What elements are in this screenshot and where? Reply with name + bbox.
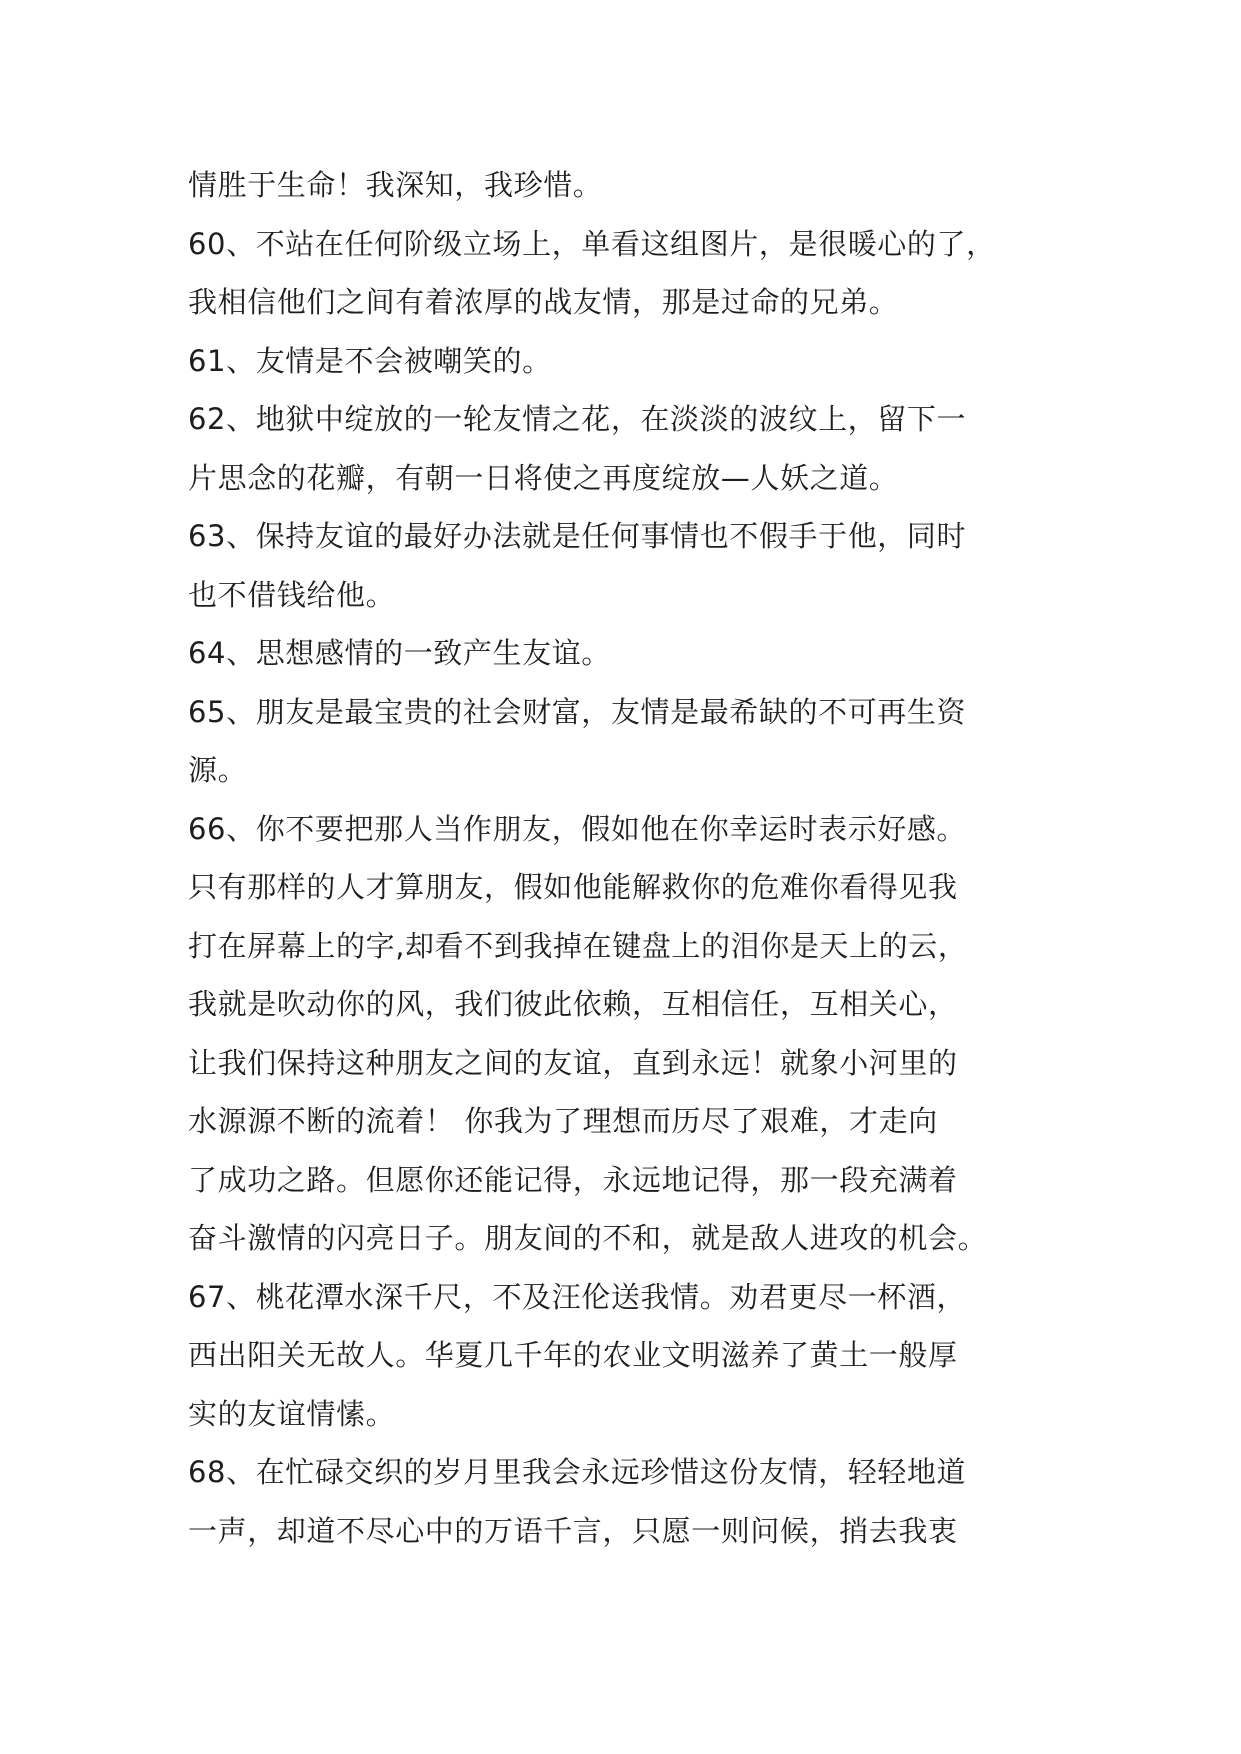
text-line: 了成功之路。但愿你还能记得，永远地记得，那一段充满着	[188, 1162, 958, 1197]
text-line: 62、地狱中绽放的一轮友情之花，在淡淡的波纹上，留下一	[188, 402, 967, 436]
text-line: 情胜于生命！我深知，我珍惜。	[188, 168, 603, 202]
text-line: 一声，却道不尽心中的万语千言，只愿一则问候，捎去我衷	[188, 1513, 958, 1548]
text-line: 源。	[188, 753, 248, 787]
text-line: 片思念的花瓣，有朝一日将使之再度绽放—人妖之道。	[188, 460, 899, 495]
text-line: 61、友情是不会被嘲笑的。	[188, 343, 552, 378]
text-line: 实的友谊情愫。	[188, 1396, 396, 1431]
text-line: 让我们保持这种朋友之间的友谊，直到永远！就象小河里的	[188, 1045, 958, 1080]
text-line: 68、在忙碌交织的岁月里我会永远珍惜这份友情，轻轻地道	[188, 1455, 967, 1489]
text-line: 西出阳关无故人。华夏几千年的农业文明滋养了黄土一般厚	[188, 1338, 958, 1372]
text-line: 奋斗激情的闪亮日子。朋友间的不和，就是敌人进攻的机会。	[188, 1221, 988, 1255]
text-line: 67、桃花潭水深千尺，不及汪伦送我情。劝君更尽一杯酒，	[188, 1279, 967, 1314]
text-line: 63、保持友谊的最好办法就是任何事情也不假手于他，同时	[188, 519, 967, 553]
text-line: 60、不站在任何阶级立场上，单看这组图片，是很暖心的了，	[188, 226, 996, 261]
text-line: 65、朋友是最宝贵的社会财富，友情是最希缺的不可再生资	[188, 694, 967, 729]
text-line: 打在屏幕上的字,却看不到我掉在键盘上的泪你是天上的云，	[188, 928, 968, 963]
text-line: 水源源不断的流着！ 你我为了理想而历尽了艰难，才走向	[188, 1104, 938, 1138]
text-line: 也不借钱给他。	[188, 577, 396, 612]
text-line: 64、思想感情的一致产生友谊。	[188, 636, 611, 670]
text-line: 我就是吹动你的风，我们彼此依赖，互相信任，互相关心，	[188, 987, 958, 1021]
text-line: 66、你不要把那人当作朋友，假如他在你幸运时表示好感。	[188, 811, 967, 846]
text-line: 只有那样的人才算朋友，假如他能解救你的危难你看得见我	[188, 870, 958, 904]
document-body	[188, 156, 1068, 1560]
text-line: 我相信他们之间有着浓厚的战友情，那是过命的兄弟。	[188, 285, 899, 319]
